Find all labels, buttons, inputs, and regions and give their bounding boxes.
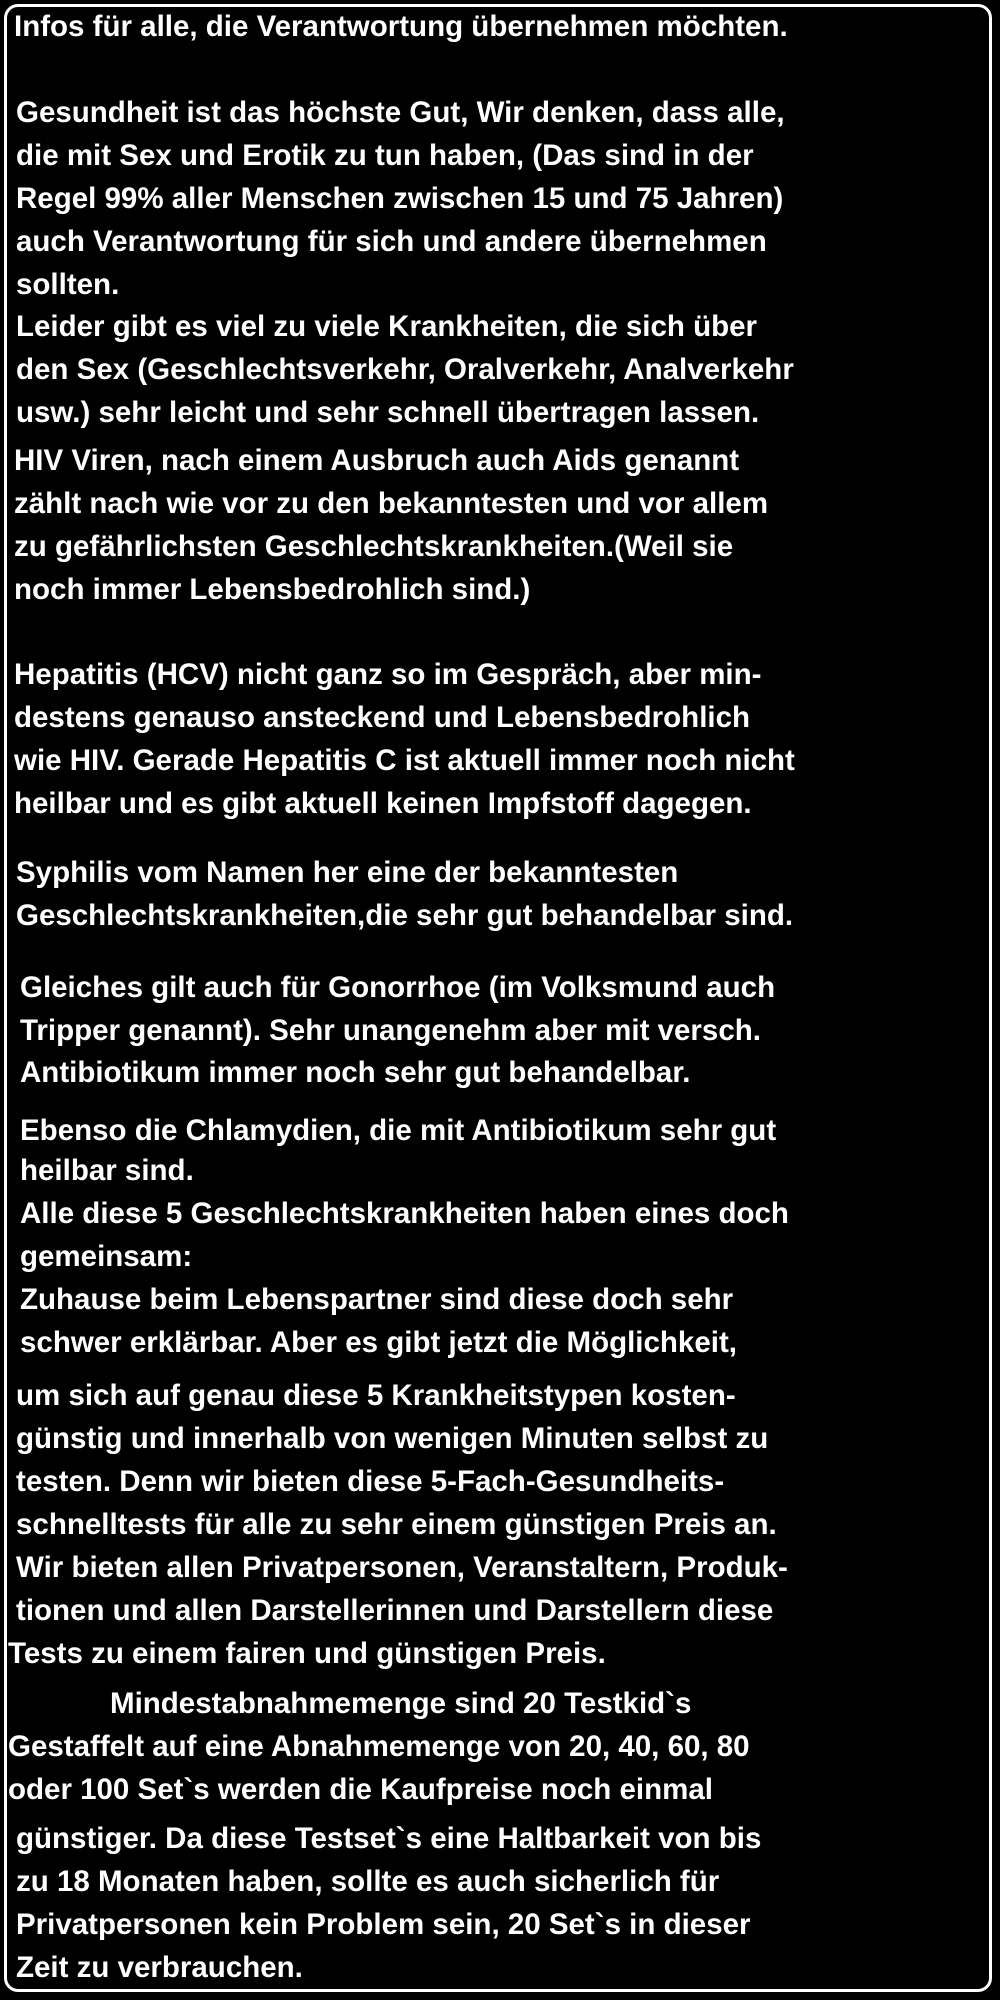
- text-line: Zuhause beim Lebenspartner sind diese doch sehr: [20, 1283, 734, 1316]
- heading-line: Infos für alle, die Verantwortung übernehmen möchten.: [14, 10, 788, 43]
- text-line: destens genauso ansteckend und Lebensbedrohlich: [14, 701, 751, 734]
- text-line: Alle diese 5 Geschlechtskrankheiten haben eines doch: [20, 1197, 789, 1230]
- text-line: zählt nach wie vor zu den bekanntesten und vor allem: [14, 487, 769, 520]
- text-line: heilbar und es gibt aktuell keinen Impfstoff dagegen.: [14, 787, 752, 820]
- text-line: Gesundheit ist das höchste Gut, Wir denken, dass alle,: [16, 96, 785, 129]
- text-line: zu gefährlichsten Geschlechtskrankheiten.(Weil sie: [14, 530, 734, 563]
- text-line: auch Verantwortung für sich und andere übernehmen: [16, 225, 767, 258]
- text-line: wie HIV. Gerade Hepatitis C ist aktuell immer noch nicht: [14, 744, 795, 777]
- text-line: Syphilis vom Namen her eine der bekanntesten: [16, 856, 679, 889]
- text-line: heilbar sind.: [20, 1154, 194, 1187]
- text-line: gemeinsam:: [20, 1240, 193, 1273]
- text-line: Tests zu einem fairen und günstigen Preis.: [8, 1637, 606, 1670]
- text-line: schwer erklärbar. Aber es gibt jetzt die Möglichkeit,: [20, 1326, 737, 1359]
- text-line: Tripper genannt). Sehr unangenehm aber mit versch.: [20, 1014, 761, 1047]
- text-line: sollten.: [16, 268, 120, 301]
- text-line: usw.) sehr leicht und sehr schnell übertragen lassen.: [16, 396, 760, 429]
- text-line: Ebenso die Chlamydien, die mit Antibiotikum sehr gut: [20, 1114, 777, 1147]
- text-line: Leider gibt es viel zu viele Krankheiten, die sich über: [16, 310, 758, 343]
- text-line: Regel 99% aller Menschen zwischen 15 und 75 Jahren): [16, 182, 784, 215]
- text-line: um sich auf genau diese 5 Krankheitstypen kosten-: [16, 1379, 736, 1412]
- text-line: Mindestabnahmemenge sind 20 Testkid`s: [110, 1687, 692, 1720]
- text-line: die mit Sex und Erotik zu tun haben, (Das sind in der: [16, 139, 754, 172]
- text-line: noch immer Lebensbedrohlich sind.): [14, 573, 531, 606]
- text-line: den Sex (Geschlechtsverkehr, Oralverkehr, Analverkehr: [16, 353, 794, 386]
- text-line: oder 100 Set`s werden die Kaufpreise noch einmal: [8, 1773, 713, 1806]
- text-line: zu 18 Monaten haben, sollte es auch sicherlich für: [16, 1865, 720, 1898]
- text-line: schnelltests für alle zu sehr einem günstigen Preis an.: [16, 1508, 777, 1541]
- text-line: Hepatitis (HCV) nicht ganz so im Gespräch, aber min-: [14, 658, 762, 691]
- text-line: testen. Denn wir bieten diese 5-Fach-Gesundheits-: [16, 1465, 725, 1498]
- text-line: HIV Viren, nach einem Ausbruch auch Aids genannt: [14, 444, 740, 477]
- text-line: Gleiches gilt auch für Gonorrhoe (im Volksmund auch: [20, 971, 776, 1004]
- text-line: Geschlechtskrankheiten,die sehr gut behandelbar sind.: [16, 899, 794, 932]
- text-line: Wir bieten allen Privatpersonen, Veranstaltern, Produk-: [16, 1551, 788, 1584]
- text-line: tionen und allen Darstellerinnen und Darstellern diese: [16, 1594, 774, 1627]
- text-line: Zeit zu verbrauchen.: [16, 1951, 303, 1984]
- text-line: günstig und innerhalb von wenigen Minuten selbst zu: [16, 1422, 769, 1455]
- text-line: Gestaffelt auf eine Abnahmemenge von 20, 40, 60, 80: [8, 1730, 750, 1763]
- text-line: günstiger. Da diese Testset`s eine Haltbarkeit von bis: [16, 1822, 762, 1855]
- text-line: Privatpersonen kein Problem sein, 20 Set`s in dieser: [16, 1908, 751, 1941]
- text-line: Antibiotikum immer noch sehr gut behandelbar.: [20, 1056, 691, 1089]
